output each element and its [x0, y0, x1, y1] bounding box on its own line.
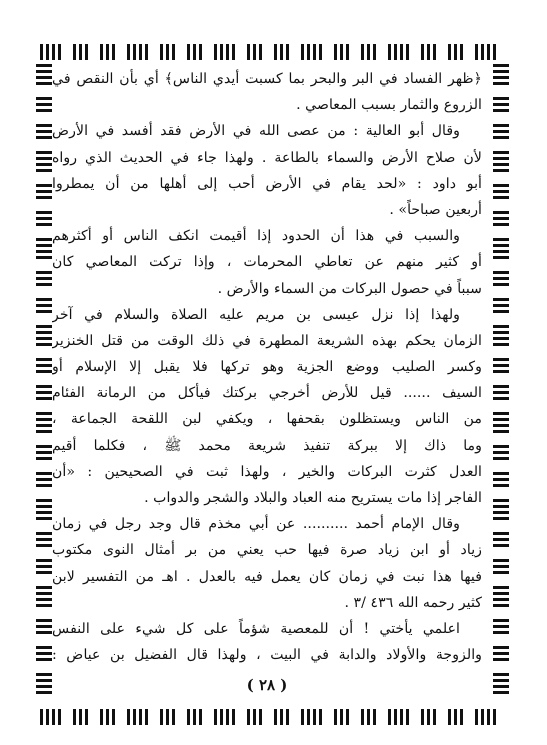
text-line: لأن صلاح الأرض والسماء بالطاعة . ولهذا جاء في الحديث الذي رواه — [52, 149, 482, 166]
text-body — [52, 66, 482, 668]
document-page — [52, 66, 482, 706]
text-line: اعلمي يأختي ! أن للمعصية شؤماً على كل شيء على النفس — [52, 620, 460, 637]
text-line: ولهذا إذا نزل عيسى بن مريم عليه الصلاة والسلام في آخر — [52, 306, 460, 323]
text-line: وقال أبو العالية : من عصى الله في الأرض فقد أفسد في الأرض — [52, 123, 460, 140]
page-number: ( ٢٨ ) — [246, 676, 288, 694]
text-line: الفاجر إذا مات يستريح منه العباد والبلاد والشجر والدواب . — [144, 490, 482, 506]
text-line: ﴿ظهر الفساد في البر والبحر بما كسبت أيدي الناس﴾ أي بأن النقص في — [52, 71, 482, 87]
text-line: والسبب في هذا أن الحدود إذا أقيمت انكف الناس أو أكثرهم — [52, 228, 460, 245]
text-line: والزوجة والأولاد والدابة في البيت ، ولهذا قال الفضيل بن عياض : — [52, 647, 482, 664]
text-line: وما ذاك إلا ببركة تنفيذ شريعة محمد ﷺ ، فكلما أقيم — [52, 437, 482, 454]
text-line: أربعين صباحاً» . — [389, 201, 482, 218]
border-top — [40, 44, 496, 60]
border-right — [493, 64, 509, 694]
text-line: الزمان يحكم بهذه الشريعة المطهرة في ذلك الوقت من قتل الخنزير — [52, 332, 482, 349]
text-line: السيف ...... قيل للأرض أخرجي بركتك فيأكل من الرمانة الفئام — [52, 385, 482, 402]
text-line: سبباً في حصول البركات من السماء والأرض . — [217, 280, 482, 297]
border-bottom — [40, 709, 496, 725]
text-line: العدل كثرت البركات والخير ، ولهذا ثبت في الصحيحين : «أن — [52, 463, 482, 480]
border-left — [36, 64, 52, 694]
text-line: كثير رحمه الله ٤٣٦ /٣ . — [344, 594, 482, 611]
text-line: أبو داود : «لحد يقام في الأرض أحب إلى أهلها من أن يمطروا — [52, 175, 482, 192]
text-line: وكسر الصليب ووضع الجزية وهو تركها فلا يقبل إلا الإسلام أو — [52, 359, 482, 376]
text-line: الزروع والثمار بسبب المعاصي . — [296, 97, 482, 114]
text-line: أو كثير منهم عن تعاطي المحرمات ، وإذا تركت المعاصي كان — [52, 254, 482, 271]
text-line: وقال الإمام أحمد .......... عن أبي مخذم قال وجد رجل في زمان — [52, 516, 460, 533]
text-line: فيها هذا نبت في زمان كان يعمل فيه بالعدل . اهـ من التفسير لابن — [52, 568, 482, 585]
text-line: من الناس ويستظلون بقحفها ، ويكفي لبن اللقحة الجماعة ، — [52, 411, 482, 428]
text-line: زياد أو ابن زياد صرة فيها حب يعني من بر أمثال النوى مكتوب — [52, 542, 482, 559]
